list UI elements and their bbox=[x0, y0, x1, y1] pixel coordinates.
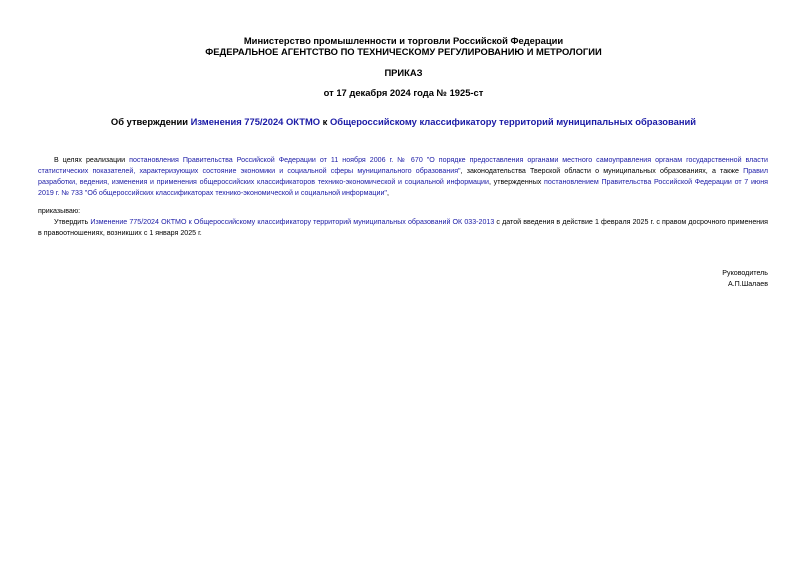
signature-title: Руководитель bbox=[722, 269, 768, 277]
preamble-text-2: , законодательства Тверской области о муниципальных образованиях, а также bbox=[460, 167, 744, 175]
order-text-1: Утвердить bbox=[54, 218, 91, 226]
preamble-text-3: , утвержденных bbox=[488, 178, 545, 186]
link-change-775[interactable]: Изменение 775/2024 ОКТМО к Общероссийскому классификатору территорий муниципальных образований ОК 033-2013 bbox=[90, 218, 495, 226]
ministry-name: Министерство промышленности и торговли Российской Федерации bbox=[243, 35, 564, 46]
order-paragraph bbox=[38, 217, 768, 239]
signature-name: А.П.Шалаев bbox=[727, 280, 768, 288]
document-type: ПРИКАЗ bbox=[384, 67, 423, 78]
preamble-text-4: , bbox=[386, 189, 389, 197]
document-date: от 17 декабря 2024 года № 1925-ст bbox=[323, 87, 484, 98]
agency-name: ФЕДЕРАЛЬНОЕ АГЕНТСТВО ПО ТЕХНИЧЕСКОМУ РЕГУЛИРОВАНИЮ И МЕТРОЛОГИИ bbox=[205, 46, 602, 57]
subject-link-change[interactable]: Изменения 775/2024 ОКТМО bbox=[190, 116, 321, 127]
document-subject bbox=[0, 116, 807, 127]
preamble-paragraph bbox=[38, 155, 768, 199]
link-resolution-670[interactable]: постановления Правительства Российской Федерации от 11 ноября 2006 г. № 670 "О порядке предоставления органами местного самоуправления органам государственной власти статистических показателей, характеризующих состояние экономики и социальной сферы муниципального образования" bbox=[38, 156, 768, 175]
link-classifier-rules[interactable]: Правил разработки, ведения, изменения и применения общероссийских классификаторов технико-экономической и социальной информации bbox=[38, 167, 768, 186]
link-resolution-733[interactable]: постановлением Правительства Российской Федерации от 7 июня 2019 г. № 733 "Об общероссийских классификаторах технико-экономической и социальной информации" bbox=[38, 178, 768, 197]
ordered-label: приказываю: bbox=[38, 207, 81, 215]
signature-block bbox=[722, 268, 768, 290]
subject-link-classifier[interactable]: Общероссийскому классификатору территорий муниципальных образований bbox=[329, 116, 697, 127]
subject-prefix: Об утверждении bbox=[110, 116, 191, 127]
subject-mid: к bbox=[320, 116, 330, 127]
order-text-2: с датой введения в действие 1 февраля 2025 г. с правом досрочного применения в правоотношениях, возникших с 1 января 2025 г. bbox=[38, 218, 768, 237]
preamble-text-1: В целях реализации bbox=[54, 156, 130, 164]
